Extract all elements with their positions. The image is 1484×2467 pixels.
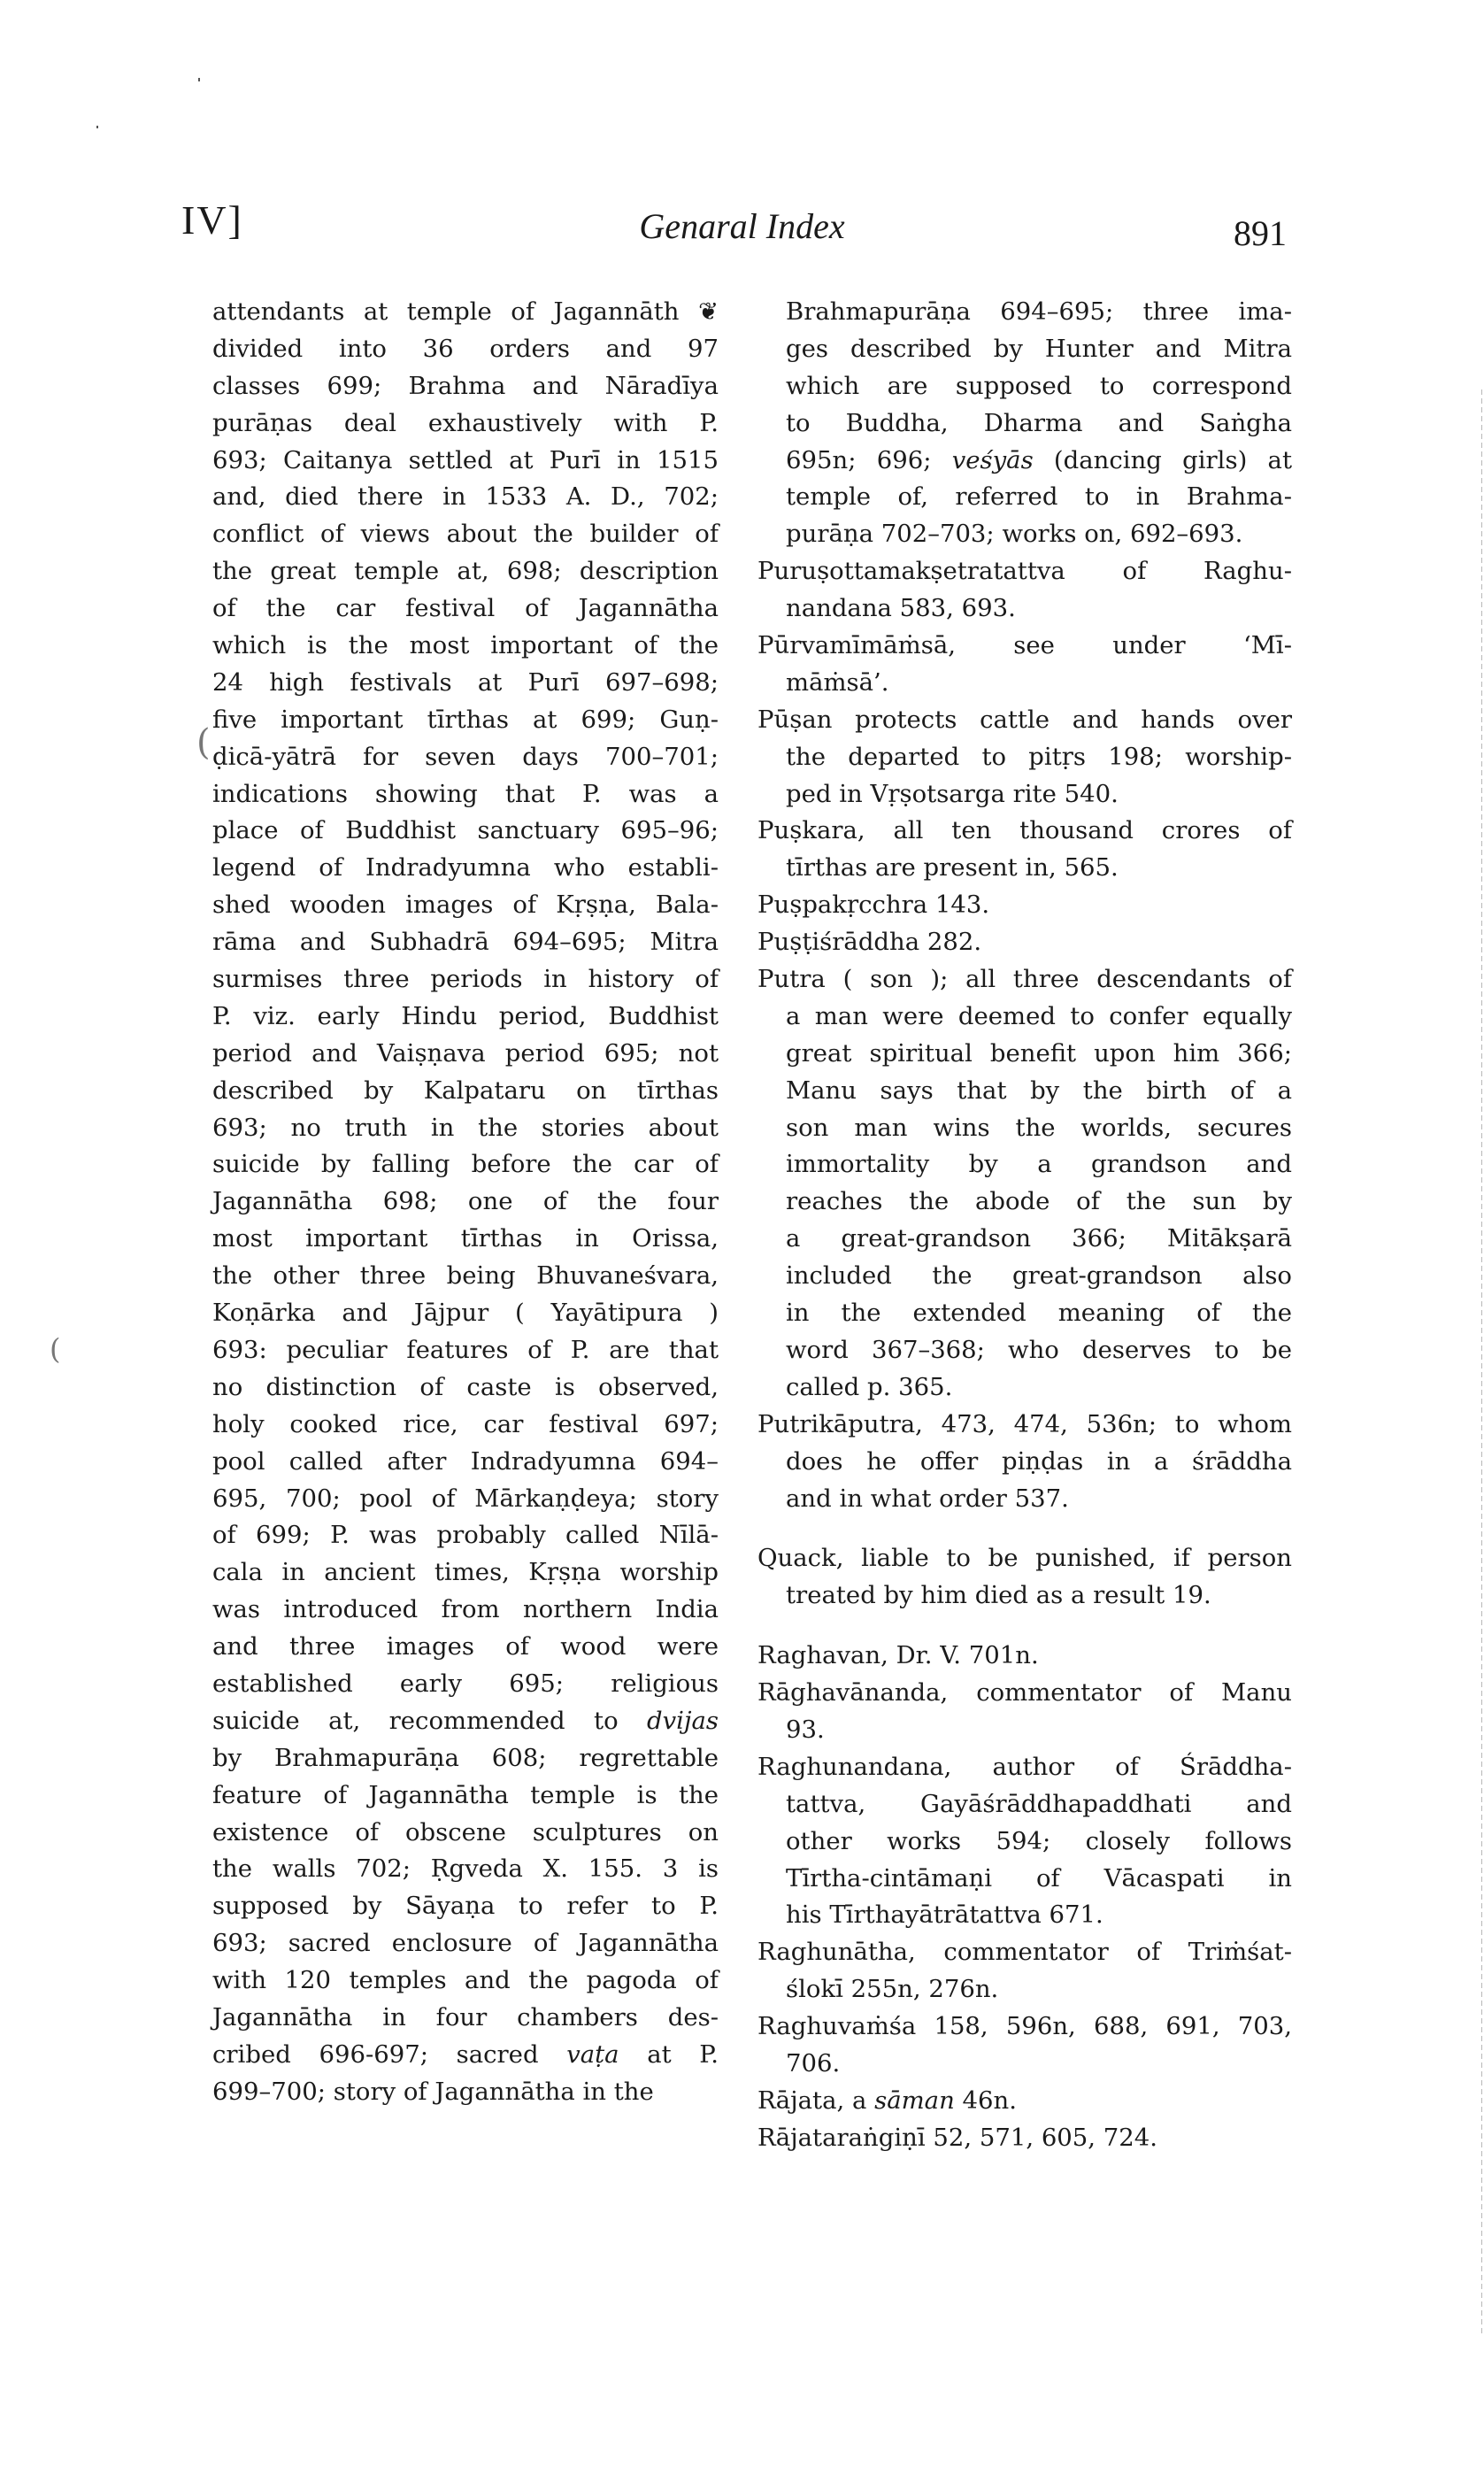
index-line: P. viz. early Hindu period, Buddhist (212, 1001, 719, 1030)
ornament-icon: ❦ (697, 297, 719, 326)
page-number: 891 (1234, 213, 1287, 253)
index-line: the other three being Bhuvaneśvara, (212, 1261, 719, 1291)
index-line: Jagannātha 698; one of the four (212, 1187, 719, 1216)
index-line: his Tīrthayātrātattva 671. (786, 1900, 1103, 1930)
index-line: legend of Indradyumna who establi- (212, 853, 719, 883)
index-line: and, died there in 1533 A. D., 702; (212, 482, 719, 512)
index-line: surmises three periods in history of (212, 965, 719, 994)
index-entry (757, 628, 1292, 702)
index-line: the great temple at, 698; description (212, 557, 719, 586)
index-line: purāṇa 702–703; works on, 692–693. (786, 520, 1243, 549)
index-line: suicide by falling before the car of (212, 1150, 719, 1179)
index-line: existence of obscene sculptures on (212, 1817, 719, 1846)
index-entry (757, 1638, 1292, 1675)
index-line: rāma and Subhadrā 694–695; Mitra (212, 928, 719, 957)
index-line: nandana 583, 693. (786, 594, 1016, 623)
index-headword: Rāghavānanda, commentator of Manu (757, 1678, 1292, 1708)
index-line: included the great-grandson also (786, 1261, 1292, 1291)
index-line: classes 699; Brahma and Nāradīya (212, 371, 719, 400)
index-line: established early 695; religious (212, 1669, 719, 1698)
index-line: treated by him died as a result 19. (786, 1581, 1211, 1610)
italic-term: sāman (874, 2085, 955, 2115)
index-line: ges described by Hunter and Mitra (786, 334, 1292, 363)
index-line: cribed 696-697; sacred vaṭa at P. (212, 2039, 719, 2069)
index-entry (757, 813, 1292, 887)
index-line: tattva, Gayāśrāddhapaddhati and (786, 1789, 1292, 1818)
index-entry (757, 2008, 1292, 2083)
index-line: 93. (786, 1715, 825, 1744)
index-line: holy cooked rice, car festival 697; (212, 1409, 719, 1438)
index-line: Brahmapurāṇa 694–695; three ima- (786, 297, 1292, 326)
margin-mark-icon: ( (50, 1332, 61, 1366)
index-line: suicide at, recommended to dvijas (212, 1706, 719, 1735)
letter-gap (757, 1517, 1292, 1540)
index-line: 693; sacred enclosure of Jagannātha (212, 1929, 719, 1958)
index-line: Tīrtha-cintāmaṇi of Vācaspati in (786, 1863, 1292, 1893)
index-line: 699–700; story of Jagannātha in the (212, 2077, 654, 2106)
index-headword: Raghunandana, author of Śrāddha- (757, 1752, 1292, 1781)
index-entry (757, 1749, 1292, 1934)
index-line: period and Vaiṣṇava period 695; not (212, 1038, 719, 1068)
index-line: supposed by Sāyaṇa to refer to P. (212, 1892, 719, 1921)
index-entry (757, 702, 1292, 813)
index-entry (757, 553, 1292, 628)
index-entry (757, 1934, 1292, 2008)
index-line: ped in Vṛṣotsarga rite 540. (786, 779, 1119, 808)
right-column (757, 294, 1292, 2157)
index-line: word 367–368; who deserves to be (786, 1335, 1292, 1364)
letter-gap (757, 1615, 1292, 1638)
index-line: to Buddha, Dharma and Saṅgha (786, 408, 1292, 437)
index-line: 695, 700; pool of Mārkaṇḍeya; story (212, 1484, 719, 1513)
index-line: immortality by a grandson and (786, 1150, 1292, 1179)
index-entry-continuation (757, 294, 1292, 553)
index-entry (757, 1407, 1292, 1518)
index-line: tīrthas are present in, 565. (786, 853, 1119, 883)
index-line: a great-grandson 366; Mitākṣarā (786, 1224, 1292, 1253)
index-line: most important tīrthas in Orissa, (212, 1224, 719, 1253)
margin-mark-icon: ( (196, 722, 211, 763)
index-entry (757, 1675, 1292, 1749)
index-line: temple of, referred to in Brahma- (786, 482, 1292, 512)
index-headword: Quack, liable to be punished, if person (757, 1544, 1292, 1573)
index-line: the departed to pitṛs 198; worship- (786, 742, 1292, 771)
index-line: ślokī 255n, 276n. (786, 1975, 999, 2004)
index-line: by Brahmapurāṇa 608; regrettable (212, 1743, 719, 1772)
index-headword: Puruṣottamakṣetratattva of Raghu- (757, 557, 1292, 586)
index-line: Koṇārka and Jājpur ( Yayātipura ) (212, 1299, 719, 1328)
index-line: 695n; 696; veśyās (dancing girls) at (786, 445, 1292, 474)
index-line: pool called after Indradyumna 694– (212, 1446, 719, 1476)
index-line: the walls 702; Ṛgveda X. 155. 3 is (212, 1854, 719, 1884)
italic-term: vaṭa (566, 2039, 619, 2069)
index-line: indications showing that P. was a (212, 779, 719, 808)
index-headword: Pūṣan protects cattle and hands over (757, 705, 1292, 734)
index-line: purāṇas deal exhaustively with P. (212, 408, 719, 437)
index-line: a man were deemed to confer equally (786, 1001, 1292, 1030)
index-line: cala in ancient times, Kṛṣṇa worship (212, 1558, 719, 1587)
index-line: which is the most important of the (212, 631, 719, 660)
index-line: Jagannātha in four chambers des- (212, 2002, 719, 2031)
index-line: called p. 365. (786, 1372, 953, 1401)
left-column (212, 294, 719, 2111)
index-line: Manu says that by the birth of a (786, 1075, 1292, 1105)
index-line: and in what order 537. (786, 1484, 1069, 1513)
index-line: in the extended meaning of the (786, 1299, 1292, 1328)
index-line: conflict of views about the builder of (212, 520, 719, 549)
index-line: māṁsā’. (786, 667, 889, 697)
index-line: 706. (786, 2048, 841, 2078)
index-headword: Puṣkara, all ten thousand crores of (757, 816, 1292, 845)
index-line: 24 high festivals at Purī 697–698; (212, 667, 719, 697)
index-entry (757, 2083, 1292, 2120)
index-headword: Raghavan, Dr. V. 701n. (757, 1641, 1039, 1670)
index-line: was introduced from northern India (212, 1595, 719, 1624)
index-line: great spiritual benefit upon him 366; (786, 1038, 1292, 1068)
index-line: attendants at temple of Jagannāth ❦ (212, 297, 719, 326)
index-line: no distinction of caste is observed, (212, 1372, 719, 1401)
index-headword: Puṣpakṛcchra 143. (757, 890, 990, 920)
index-line: five important tīrthas at 699; Guṇ- (212, 705, 719, 734)
italic-term: dvijas (647, 1706, 719, 1735)
index-line: reaches the abode of the sun by (786, 1187, 1292, 1216)
index-headword: Rājataraṅgiṇī 52, 571, 605, 724. (757, 2123, 1158, 2152)
index-line: of 699; P. was probably called Nīlā- (212, 1521, 719, 1550)
index-line: shed wooden images of Kṛṣṇa, Bala- (212, 890, 719, 920)
index-line: ḍicā-yātrā for seven days 700–701; (212, 742, 719, 771)
index-line: described by Kalpataru on tīrthas (212, 1075, 719, 1105)
index-line: does he offer piṇḍas in a śrāddha (786, 1446, 1292, 1476)
index-line: son man wins the worlds, secures (786, 1113, 1292, 1142)
index-line: 693: peculiar features of P. are that (212, 1335, 719, 1364)
index-headword: Rājata, a sāman 46n. (757, 2085, 1017, 2115)
index-line: other works 594; closely follows (786, 1826, 1292, 1855)
index-headword: Putrikāputra, 473, 474, 536n; to whom (757, 1409, 1292, 1438)
index-line: which are supposed to correspond (786, 371, 1292, 400)
index-headword: Pūrvamīmāṁsā, see under ‘Mī- (757, 631, 1292, 660)
index-line: of the car festival of Jagannātha (212, 594, 719, 623)
index-headword: Raghunātha, commentator of Triṁśat- (757, 1938, 1292, 1967)
index-line: divided into 36 orders and 97 (212, 334, 719, 363)
index-line: 693; no truth in the stories about (212, 1113, 719, 1142)
index-headword: Putra ( son ); all three descendants of (757, 965, 1292, 994)
index-entry (757, 1540, 1292, 1615)
index-entry (757, 924, 1292, 961)
scan-edge-line (1481, 389, 1482, 2337)
index-line: with 120 temples and the pagoda of (212, 1966, 719, 1995)
scan-speck (198, 78, 200, 81)
index-headword: Raghuvaṁśa 158, 596n, 688, 691, 703, (757, 2012, 1292, 2041)
page-title: Genaral Index (639, 206, 845, 246)
index-headword: Puṣṭiśrāddha 282. (757, 928, 982, 957)
scan-speck (96, 126, 98, 128)
index-line: place of Buddhist sanctuary 695–96; (212, 816, 719, 845)
index-line: and three images of wood were (212, 1632, 719, 1661)
index-entry (757, 887, 1292, 924)
italic-term: veśyās (951, 445, 1034, 474)
index-line: 693; Caitanya settled at Purī in 1515 (212, 445, 719, 474)
index-entry (757, 961, 1292, 1407)
index-entry (757, 2120, 1292, 2157)
index-line: feature of Jagannātha temple is the (212, 1780, 719, 1809)
section-marker: IV] (181, 197, 243, 243)
